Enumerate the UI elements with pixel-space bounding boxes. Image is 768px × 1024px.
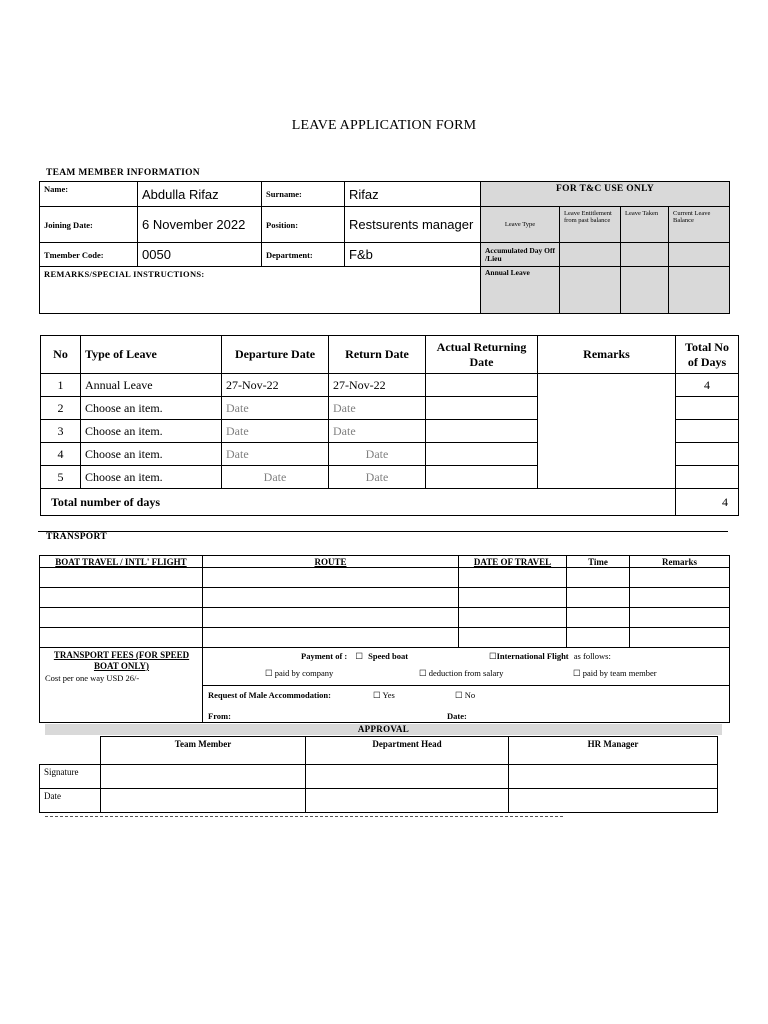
col-header-boat-travel: BOAT TRAVEL / INTL' FLIGHT	[40, 556, 203, 568]
deduction-salary-checkbox[interactable]: ☐	[419, 668, 427, 678]
tc-cell[interactable]	[669, 243, 730, 267]
accommodation-cell	[203, 686, 730, 723]
tc-cell[interactable]	[621, 243, 669, 267]
signature-cell[interactable]	[509, 765, 718, 789]
date-cell[interactable]	[459, 628, 567, 648]
return-date-picker[interactable]: Date	[329, 397, 426, 420]
tc-use-only-header: FOR T&C USE ONLY	[481, 182, 730, 207]
table-row	[40, 568, 730, 588]
table-row	[40, 588, 730, 608]
days-cell[interactable]	[676, 466, 739, 489]
cost-per-way: Cost per one way USD 26/-	[45, 673, 140, 683]
department-label: Department:	[262, 243, 345, 267]
approval-table	[39, 736, 718, 813]
signature-cell[interactable]	[306, 765, 509, 789]
page-title: LEAVE APPLICATION FORM	[291, 118, 477, 133]
remarks-cell[interactable]	[630, 568, 730, 588]
divider	[38, 531, 728, 532]
remarks-label[interactable]: REMARKS/SPECIAL INSTRUCTIONS:	[40, 267, 481, 314]
route-cell[interactable]	[203, 588, 459, 608]
paid-member-label: paid by team member	[582, 668, 657, 678]
remarks-cell[interactable]	[630, 588, 730, 608]
leave-type-select[interactable]: Annual Leave	[81, 374, 222, 397]
leave-type-select[interactable]: Choose an item.	[81, 466, 222, 489]
return-date-picker[interactable]: 27-Nov-22	[329, 374, 426, 397]
team-info-table	[39, 181, 730, 314]
col-header-route: ROUTE	[203, 556, 459, 568]
surname-value[interactable]: Rifaz	[345, 182, 481, 207]
table-row	[41, 374, 739, 397]
date-cell[interactable]	[459, 608, 567, 628]
col-header-time: Time	[567, 556, 630, 568]
as-follows-label: as follows:	[573, 651, 611, 661]
paid-company-label: paid by company	[274, 668, 334, 678]
from-label[interactable]: From:	[208, 711, 231, 721]
col-header-remarks: Remarks	[630, 556, 730, 568]
days-cell[interactable]	[676, 397, 739, 420]
travel-cell[interactable]	[40, 608, 203, 628]
table-row	[40, 765, 718, 789]
total-days-value: 4	[676, 489, 739, 516]
tc-col-entitlement: Leave Entitlement from past balance	[560, 207, 621, 243]
payment-of-label: Payment of :	[301, 651, 348, 661]
tc-col-balance: Current Leave Balance	[669, 207, 730, 243]
col-header-remarks: Remarks	[538, 336, 676, 374]
cut-line	[45, 816, 563, 817]
position-label: Position:	[262, 207, 345, 243]
tc-cell[interactable]	[560, 243, 621, 267]
paid-company-checkbox[interactable]: ☐	[265, 668, 273, 678]
yes-label: Yes	[382, 690, 395, 700]
yes-checkbox[interactable]: ☐	[373, 690, 381, 700]
col-header-departure: Departure Date	[222, 336, 329, 374]
date-row-label: Date	[40, 789, 101, 813]
route-cell[interactable]	[203, 568, 459, 588]
transport-fees-title: TRANSPORT FEES (FOR SPEED BOAT ONLY)	[53, 650, 190, 671]
col-header-no: No	[41, 336, 81, 374]
col-header-date-of-travel: DATE OF TRAVEL	[459, 556, 567, 568]
departure-date-picker[interactable]: Date	[222, 397, 329, 420]
date-cell[interactable]	[306, 789, 509, 813]
surname-label: Surname:	[262, 182, 345, 207]
speed-boat-checkbox[interactable]: ☐	[355, 651, 364, 661]
date-cell[interactable]	[459, 568, 567, 588]
total-days-label: Total number of days	[41, 489, 676, 516]
joining-date-value[interactable]: 6 November 2022	[138, 207, 262, 243]
deduction-salary-label: deduction from salary	[428, 668, 504, 678]
transport-table	[39, 555, 730, 723]
table-row	[40, 608, 730, 628]
position-value[interactable]: Restsurents manager	[345, 207, 481, 243]
departure-date-picker[interactable]: Date	[222, 466, 329, 489]
signature-cell[interactable]	[101, 765, 306, 789]
department-value[interactable]: F&b	[345, 243, 481, 267]
tc-cell[interactable]	[560, 267, 621, 314]
tc-col-leave-type: Leave Type	[481, 207, 560, 243]
actual-return-cell[interactable]	[426, 420, 538, 443]
date-cell[interactable]	[509, 789, 718, 813]
col-header-actual-return: Actual Returning Date	[426, 336, 538, 374]
speed-boat-label: Speed boat	[368, 651, 409, 661]
remarks-cell[interactable]	[630, 608, 730, 628]
days-cell[interactable]: 4	[676, 374, 739, 397]
date-cell[interactable]	[101, 789, 306, 813]
payment-options-cell	[203, 648, 730, 686]
departure-date-picker[interactable]: Date	[222, 443, 329, 466]
col-header-return: Return Date	[329, 336, 426, 374]
travel-cell[interactable]	[40, 568, 203, 588]
time-cell[interactable]	[567, 628, 630, 648]
request-accommodation-label: Request of Male Accommodation:	[208, 690, 331, 700]
approval-header: APPROVAL	[45, 724, 722, 735]
intl-flight-label: International Flight	[496, 651, 569, 661]
remarks-cell[interactable]	[630, 628, 730, 648]
leave-type-select[interactable]: Choose an item.	[81, 397, 222, 420]
col-header-department-head: Department Head	[306, 737, 509, 765]
days-cell[interactable]	[676, 443, 739, 466]
date-cell[interactable]	[459, 588, 567, 608]
tc-row-annual: Annual Leave	[481, 267, 560, 314]
return-date-picker[interactable]: Date	[329, 443, 426, 466]
actual-return-cell[interactable]	[426, 397, 538, 420]
travel-cell[interactable]	[40, 588, 203, 608]
leave-type-select[interactable]: Choose an item.	[81, 420, 222, 443]
travel-cell[interactable]	[40, 628, 203, 648]
remarks-cell[interactable]	[538, 374, 676, 489]
paid-member-checkbox[interactable]: ☐	[573, 668, 581, 678]
col-header-type: Type of Leave	[81, 336, 222, 374]
table-row	[40, 789, 718, 813]
code-label: Tmember Code:	[40, 243, 138, 267]
no-checkbox[interactable]: ☐	[455, 690, 463, 700]
col-header-total-days: Total No of Days	[676, 336, 739, 374]
row-no: 2	[41, 397, 81, 420]
joining-date-label: Joining Date:	[40, 207, 138, 243]
leave-type-select[interactable]: Choose an item.	[81, 443, 222, 466]
departure-date-picker[interactable]: Date	[222, 420, 329, 443]
row-no: 3	[41, 420, 81, 443]
name-value[interactable]: Abdulla Rifaz	[138, 182, 262, 207]
leave-table	[40, 335, 739, 516]
table-row	[40, 628, 730, 648]
departure-date-picker[interactable]: 27-Nov-22	[222, 374, 329, 397]
col-header-team-member: Team Member	[101, 737, 306, 765]
row-no: 5	[41, 466, 81, 489]
col-header-hr-manager: HR Manager	[509, 737, 718, 765]
return-date-picker[interactable]: Date	[329, 420, 426, 443]
no-label: No	[464, 690, 476, 700]
code-value[interactable]: 0050	[138, 243, 262, 267]
name-label: Name:	[40, 182, 138, 207]
intl-flight-checkbox[interactable]: ☐	[489, 651, 497, 661]
date-label[interactable]: Date:	[447, 711, 467, 721]
signature-label: Signature	[40, 765, 101, 789]
route-cell[interactable]	[203, 608, 459, 628]
approval-corner	[40, 737, 101, 765]
row-no: 4	[41, 443, 81, 466]
transport-section-label: TRANSPORT	[46, 532, 107, 542]
time-cell[interactable]	[567, 608, 630, 628]
time-cell[interactable]	[567, 568, 630, 588]
route-cell[interactable]	[203, 628, 459, 648]
actual-return-cell[interactable]	[426, 374, 538, 397]
actual-return-cell[interactable]	[426, 443, 538, 466]
tc-cell[interactable]	[621, 267, 669, 314]
transport-fees-cell	[40, 648, 203, 723]
tc-col-taken: Leave Taken	[621, 207, 669, 243]
tc-row-accumulated: Accumulated Day Off /Lieu	[481, 243, 560, 267]
row-no: 1	[41, 374, 81, 397]
time-cell[interactable]	[567, 588, 630, 608]
team-info-section-label: TEAM MEMBER INFORMATION	[46, 168, 200, 178]
days-cell[interactable]	[676, 420, 739, 443]
return-date-picker[interactable]: Date	[329, 466, 426, 489]
actual-return-cell[interactable]	[426, 466, 538, 489]
tc-cell[interactable]	[669, 267, 730, 314]
